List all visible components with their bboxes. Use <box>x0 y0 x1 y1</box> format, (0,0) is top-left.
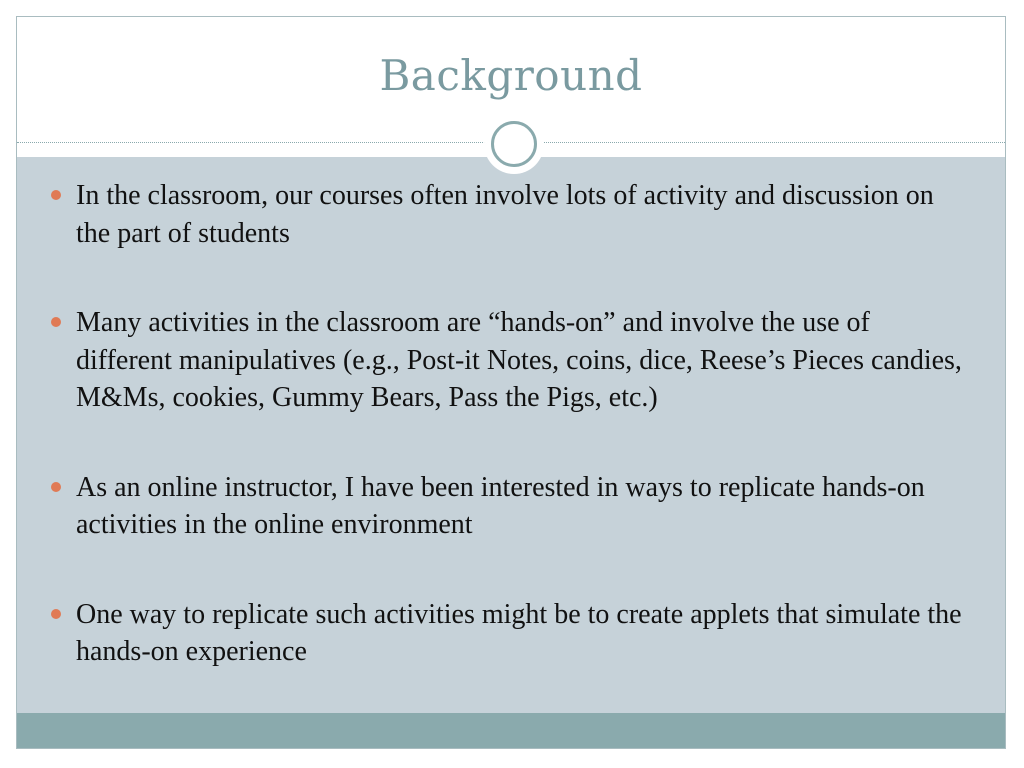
slide-title: Background <box>379 51 643 100</box>
bullet-dot-icon <box>51 317 61 327</box>
bullet-list <box>51 177 971 723</box>
bullet-text: One way to replicate such activities might be to create applets that simulate the hands-on experience <box>76 598 962 667</box>
bullet-item <box>51 469 971 544</box>
bullet-dot-icon <box>51 190 61 200</box>
bullet-text: In the classroom, our courses often involve lots of activity and discussion on the part of students <box>76 180 934 249</box>
ring-icon <box>491 121 537 167</box>
bullet-text: Many activities in the classroom are “hands-on” and involve the use of different manipulatives (e.g., Post-it Notes, coins, dice, Reese’s Pieces candies, M&Ms, cookies, Gummy Bears, Pass the Pigs, etc.) <box>76 307 962 413</box>
slide <box>16 16 1006 749</box>
bullet-dot-icon <box>51 482 61 492</box>
bullet-item <box>51 177 971 252</box>
bullet-item <box>51 304 971 417</box>
bullet-text: As an online instructor, I have been interested in ways to replicate hands-on activities in the online environment <box>76 471 925 540</box>
bullet-dot-icon <box>51 609 61 619</box>
bullet-item <box>51 596 971 671</box>
